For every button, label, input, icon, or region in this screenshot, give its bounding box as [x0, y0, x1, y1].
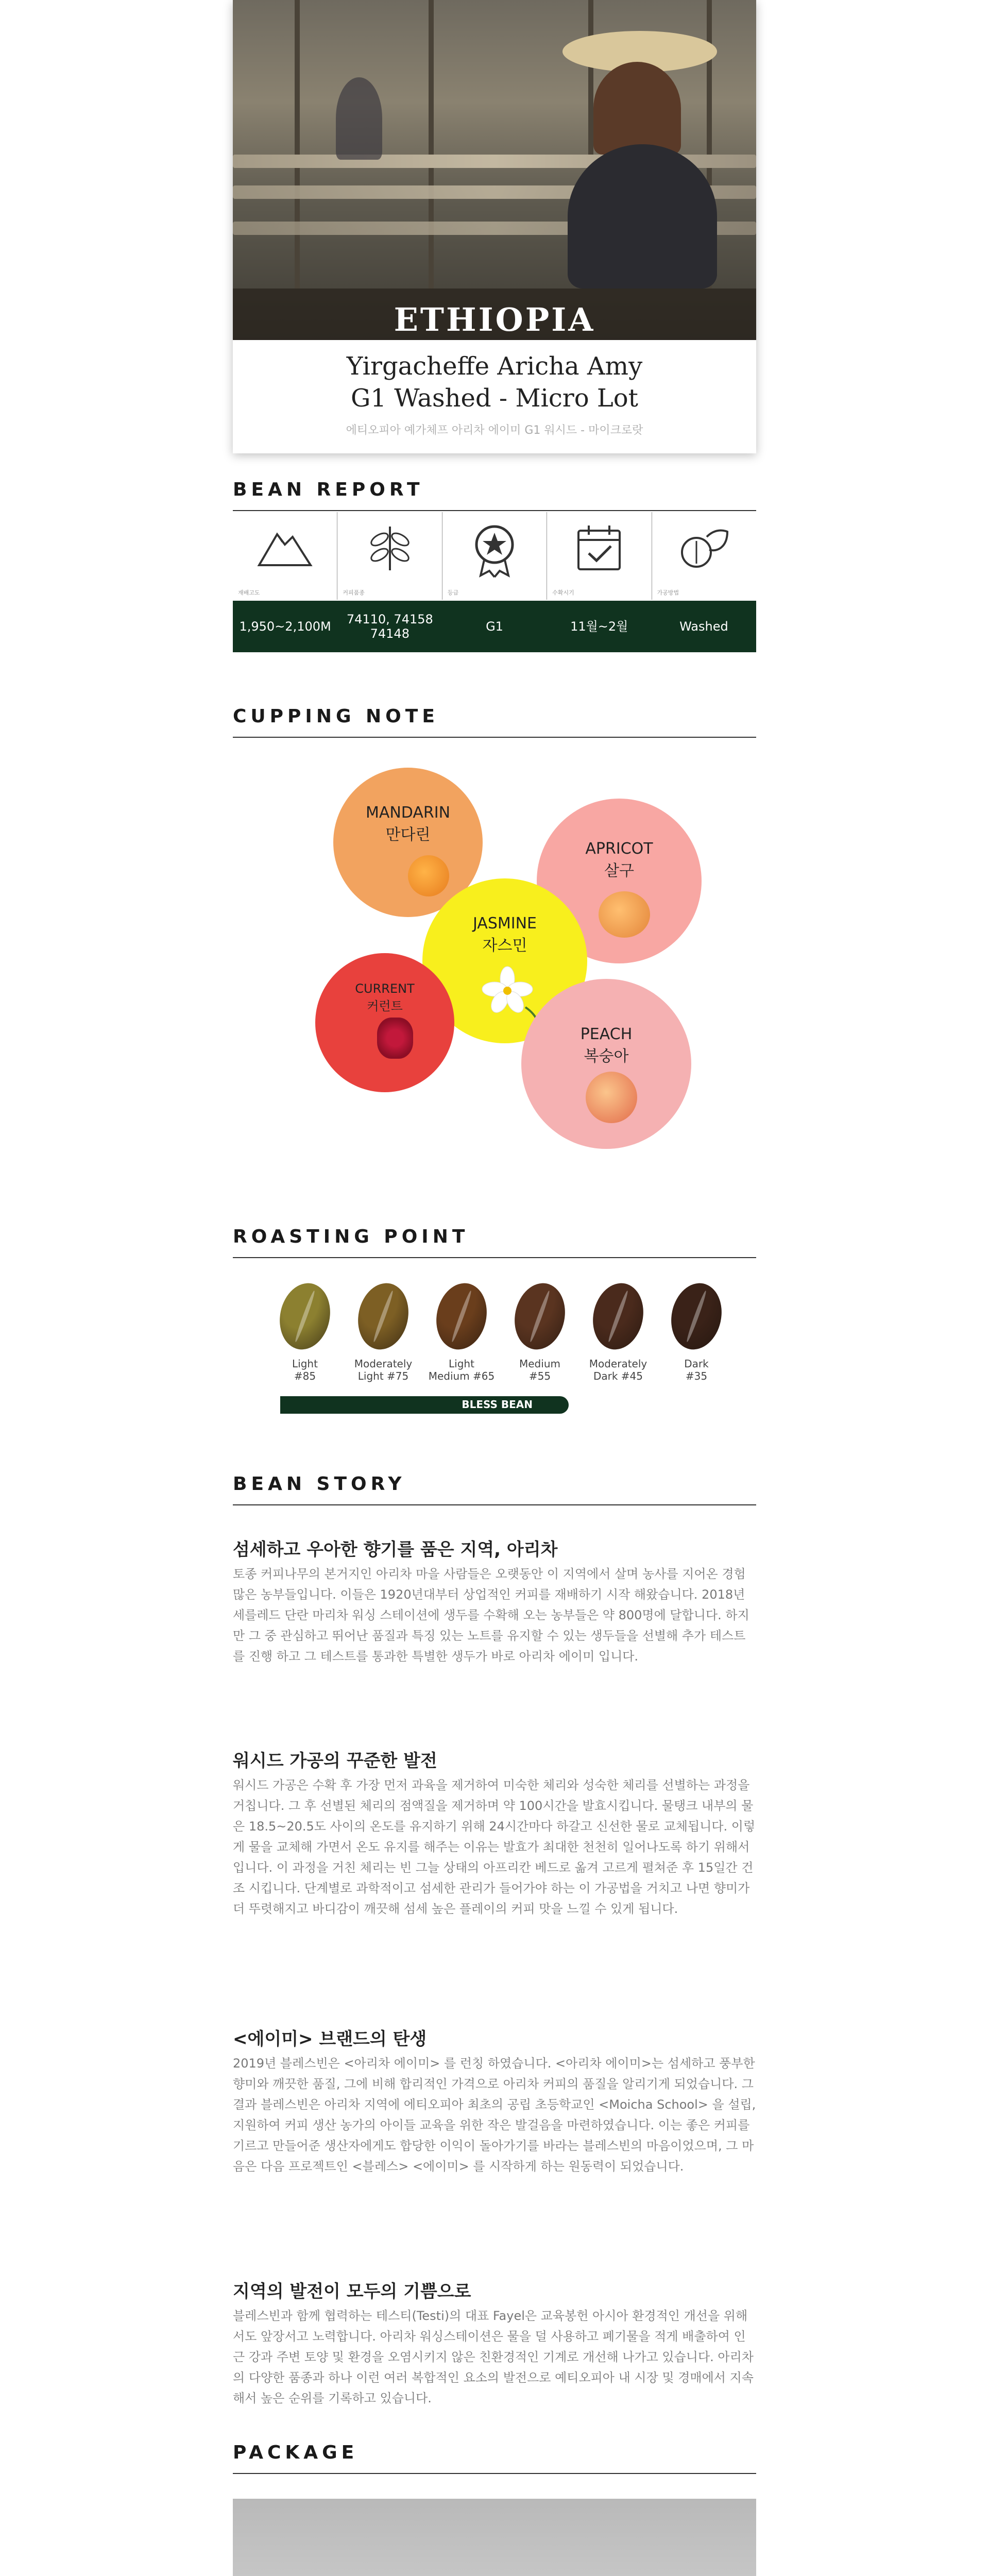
roast-bean-5 [587, 1278, 650, 1354]
roast-bean-3 [431, 1278, 493, 1354]
bean-story-section [233, 1473, 756, 2452]
section-divider [233, 2473, 756, 2474]
hero-card [233, 0, 756, 453]
report-value-variety: 74110, 74158 74148 [346, 612, 433, 641]
roast-bean-6 [666, 1278, 728, 1354]
roasting-point-section [233, 1226, 756, 1432]
roast-label-3: Light Medium #65 [428, 1358, 495, 1382]
peach-fruit [586, 1072, 637, 1123]
bean-report-section [233, 479, 756, 654]
cupping-note-section [233, 706, 756, 1170]
coffee-plant-icon [362, 521, 418, 573]
report-value-bar [233, 601, 756, 652]
note-current: CURRENT 커런트 [315, 953, 454, 1092]
report-label: 수확시기 [552, 589, 574, 596]
story-heading: 섬세하고 우아한 향기를 품은 지역, 아리차 [233, 1539, 558, 1560]
section-title: CUPPING NOTE [233, 706, 439, 727]
report-cell-variety [337, 512, 442, 600]
report-label: 등급 [447, 589, 459, 596]
rack-post [295, 0, 300, 289]
roast-bar-label: BLESS BEAN [462, 1398, 533, 1411]
roast-label-2: Moderately Light #75 [354, 1358, 413, 1382]
report-icon-row [233, 512, 756, 600]
section-divider [233, 510, 756, 511]
roast-label-6: Dark #35 [684, 1358, 709, 1382]
report-label: 커피품종 [343, 589, 365, 596]
story-paragraph: 블레스빈과 함께 협력하는 테스티(Testi)의 대표 Fayel은 교육봉헌 아시아 환경적인 개선을 위해서도 앞장서고 노력합니다. 아리차 워싱스테이션은 물을 덜 사용하고 폐기물을 적게 배출하여 인근 강과 주변 토양 및 환경을 오염시키지 않은 친환경적인 기계로 개선해 나가고 있습니다. 아리차의 다양한 품종과 하나 이런 여러 복합적인 요소의 발전으로 예티오피아 내 시장 및 경매에서 지속해서 높은 순위를 기록하고 있습니다. [233, 2309, 754, 2405]
section-title: BEAN REPORT [233, 479, 424, 500]
note-jasmine: JASMINE 자스민 [422, 878, 587, 1043]
apricot-fruit [599, 891, 650, 938]
story-paragraph: 2019년 블레스빈은 <아리차 에이미> 를 런칭 하였습니다. <아리차 에이미>는 섬세하고 풍부한 향미와 깨끗한 품질, 그에 비해 합리적인 가격으로 아리차 커피의 품질을 알리기게 되었습니다. 그 결과 블레스빈은 아리차 지역에 에티오피아 최초의 공립 초등학교인 <Moicha School> 을 설립, 지원하여 커피 생산 농가의 아이들 교육을 위한 작은 발걸음을 마련하였습니다. 이는 좋은 커피를 기르고 만들어준 생산자에게도 합당한 이익이 돌아가기를 바라는 블레스빈의 마음이었으며, 그 마음은 다음 프로젝트인 <블레스> <에이미> 를 시작하게 하는 원동력이 되었습니다. [233, 2056, 756, 2174]
section-divider [233, 1504, 756, 1505]
country-title: ETHIOPIA [394, 301, 595, 338]
roast-indicator-bar [280, 1396, 569, 1414]
report-label: 재배고도 [238, 589, 260, 596]
bean-name-line1: Yirgacheffe Aricha Amy [346, 352, 643, 381]
roast-label-5: Moderately Dark #45 [589, 1358, 647, 1382]
report-cell-grade [442, 512, 547, 600]
bean-name-line2: G1 Washed - Micro Lot [351, 384, 638, 413]
bean-name-korean: 에티오피아 예가체프 아리차 에이미 G1 워시드 - 마이크로랏 [346, 424, 643, 437]
report-value-grade: G1 [486, 619, 503, 634]
calendar-check-icon [571, 521, 627, 573]
report-label: 가공방법 [657, 589, 679, 596]
section-title: BEAN STORY [233, 1473, 406, 1495]
worker-body [568, 144, 717, 289]
story-heading: 지역의 발전이 모두의 기쁨으로 [233, 2281, 471, 2302]
story-paragraph: 워시드 가공은 수확 후 가장 먼저 과육을 제거하여 미숙한 체리와 성숙한 체리를 선별하는 과정을 거칩니다. 그 후 선별된 체리의 점액질을 제거하며 약 100시간을 발효시킵니다. 물탱크 내부의 물은 18.5~20.5도 사이의 온도를 유지하기 위해 24시간마다 하갈고 신선한 물로 교체됩니다. 이렇게 물을 교체해 가면서 온도 유지를 해주는 이유는 발효가 최대한 천천히 일어나도록 하기 위해서입니다. 이 과정을 거친 체리는 빈 그늘 상태의 아프리칸 베드로 옮겨 고르게 펼쳐준 후 15일간 건조 시킵니다. 단계별로 과학적이고 섬세한 관리가 들어가야 하는 이 가공법을 거치고 나면 향미가 더 뚜렷해지고 바디감이 깨끗해 섬세 높은 플레이의 커피 맛을 느낄 수 있게 됩니다. [233, 1778, 756, 1916]
section-title: PACKAGE [233, 2442, 359, 2463]
rack-post [429, 0, 434, 289]
roast-label-1: Light #85 [292, 1358, 318, 1382]
background-worker [336, 77, 382, 160]
story-paragraph: 토종 커피나무의 본거지인 아리차 마을 사람들은 오랫동안 이 지역에서 살며 농사를 지어온 경험 많은 농부들입니다. 이들은 1920년대부터 상업적인 커피를 재배하기 시작 해왔습니다. 2018년 세를레드 단란 마리차 워싱 스테이션에 생두를 수확해 오는 농부들은 약 800명에 달합니다. 하지만 그 중 관심하고 뛰어난 품질과 특징 있는 노트를 유지할 수 있는 생두들을 선별해 추가 테스트를 진행 하고 그 테스트를 통과한 특별한 생두가 바로 아리차 에이미 입니다. [233, 1567, 749, 1664]
currant-fruit [377, 1018, 413, 1059]
report-cell-process [652, 512, 756, 600]
report-value-altitude: 1,950~2,100M [239, 619, 331, 634]
section-title: ROASTING POINT [233, 1226, 469, 1247]
report-cell-harvest [547, 512, 652, 600]
roast-bean-2 [352, 1278, 415, 1354]
worker-figure [593, 62, 681, 155]
package-photo [233, 2499, 756, 2576]
story-heading: <에이미> 브랜드의 탄생 [233, 2029, 427, 2049]
section-divider [233, 1257, 756, 1258]
mandarin-fruit [408, 855, 449, 896]
report-value-process: Washed [679, 619, 728, 634]
note-peach: PEACH 복숭아 [521, 979, 691, 1149]
report-value-harvest: 11월~2월 [570, 619, 628, 634]
leaves-icon [676, 521, 732, 573]
grade-medal-icon [466, 521, 523, 578]
jasmine-flower-icon [474, 961, 541, 1023]
story-heading: 워시드 가공의 꾸준한 발전 [233, 1751, 437, 1771]
report-cell-altitude [233, 512, 337, 600]
roast-label-4: Medium #55 [519, 1358, 560, 1382]
section-divider [233, 737, 756, 738]
roast-bean-4 [509, 1278, 571, 1354]
note-apricot: APRICOT 살구 [537, 799, 702, 963]
mountain-icon [257, 521, 313, 573]
roast-bean-1 [274, 1278, 336, 1354]
note-mandarin: MANDARIN 만다린 [333, 768, 483, 917]
package-section [233, 2442, 756, 2576]
